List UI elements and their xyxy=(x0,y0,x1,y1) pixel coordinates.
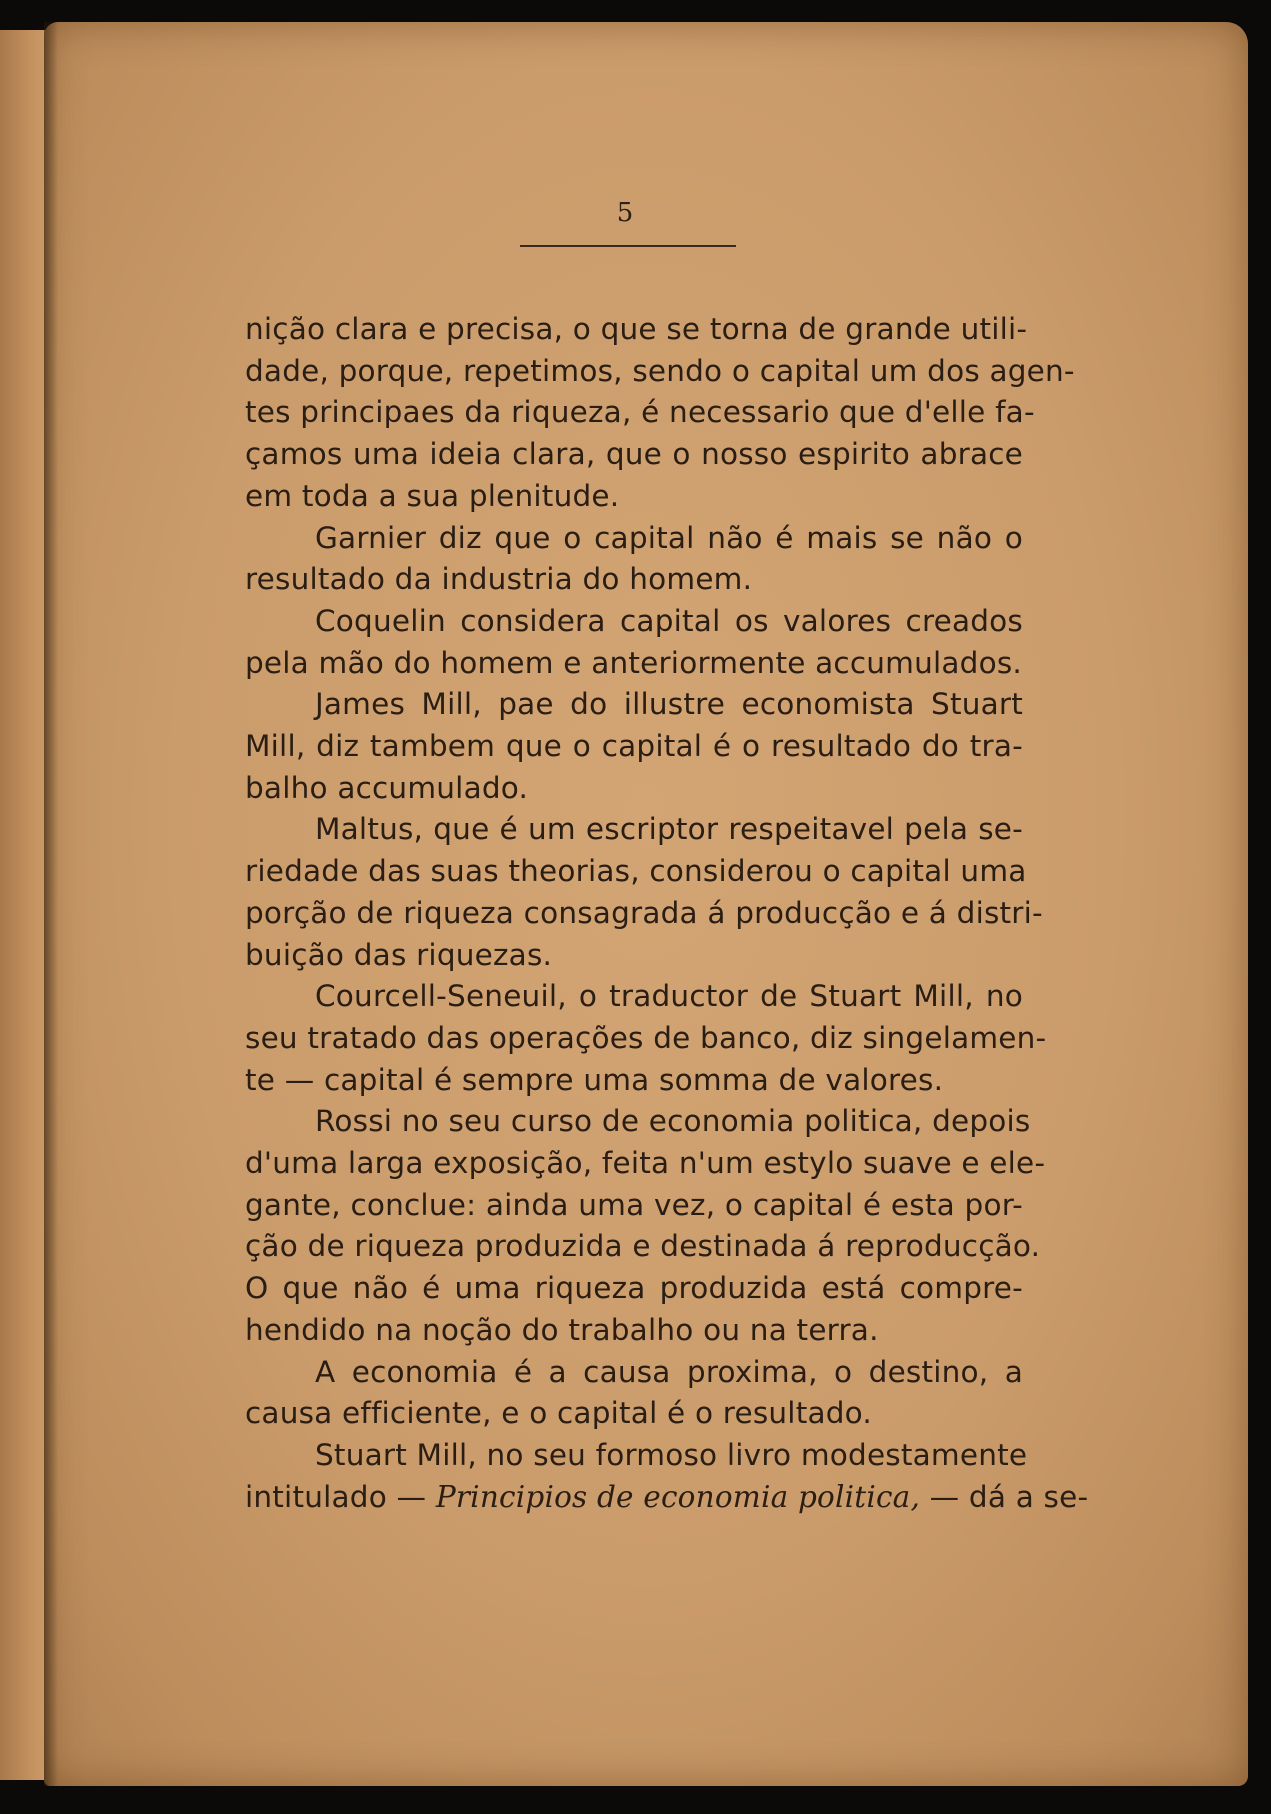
text-line: A economia é a causa proxima, o destino, a xyxy=(315,1354,1023,1389)
text-line: gante, conclue: ainda uma vez, o capital é esta por- xyxy=(245,1187,1023,1222)
text-line: dade, porque, repetimos, sendo o capital um dos agen- xyxy=(245,353,1075,388)
text-line: nição clara e precisa, o que se torna de grande utili- xyxy=(245,312,1028,346)
text-line: Courcell-Seneuil, o traductor de Stuart Mill, no xyxy=(315,979,1023,1014)
text-line: buição das riquezas. xyxy=(245,937,553,972)
text-line: Maltus, que é um escriptor respeitavel pela se- xyxy=(315,812,1023,847)
text-line: Mill, diz tambem que o capital é o resultado do tra- xyxy=(245,729,1023,764)
text-line: seu tratado das operações de banco, diz singelamen- xyxy=(245,1020,1047,1055)
text-line: d'uma larga exposição, feita n'um estylo suave e ele- xyxy=(245,1146,1046,1181)
final-line-after: — dá a se- xyxy=(929,1479,1089,1514)
final-line-before: intitulado — xyxy=(245,1479,427,1514)
page-number: 5 xyxy=(616,198,634,228)
text-line: riedade das suas theorias, considerou o capital uma xyxy=(245,854,1027,889)
text-line: em toda a sua plenitude. xyxy=(245,478,620,513)
text-line: Coquelin considera capital os valores creados xyxy=(315,603,1023,638)
text-line: tes principaes da riqueza, é necessario que d'elle fa- xyxy=(245,395,1035,430)
page-gutter-shadow xyxy=(44,22,58,1786)
text-line: causa efficiente, e o capital é o resultado. xyxy=(245,1396,872,1431)
text-line: Garnier diz que o capital não é mais se não o xyxy=(315,520,1023,555)
header-rule xyxy=(520,245,736,247)
text-line: James Mill, pae do illustre economista Stuart xyxy=(315,687,1023,722)
text-line: Stuart Mill, no seu formoso livro modestamente xyxy=(315,1437,1028,1472)
text-line: pela mão do homem e anteriormente accumulados. xyxy=(245,645,1022,680)
text-line: çamos uma ideia clara, que o nosso espirito abrace xyxy=(245,437,1023,472)
text-line: resultado da industria do homem. xyxy=(245,562,753,597)
text-line: balho accumulado. xyxy=(245,770,529,805)
text-line: Rossi no seu curso de economia politica, depois xyxy=(315,1104,1031,1139)
book-title-italic: Principios de economia politica, xyxy=(435,1479,921,1514)
text-line-final xyxy=(245,1477,1089,1519)
text-line: ção de riqueza produzida e destinada á reproducção. xyxy=(245,1229,1041,1264)
text-line: porção de riqueza consagrada á producção e á distri- xyxy=(245,895,1043,930)
text-line: hendido na noção do trabalho ou na terra. xyxy=(245,1312,879,1347)
body-text xyxy=(245,309,1089,1518)
text-line: O que não é uma riqueza produzida está compre- xyxy=(245,1271,1023,1306)
text-line: te — capital é sempre uma somma de valores. xyxy=(245,1062,944,1097)
